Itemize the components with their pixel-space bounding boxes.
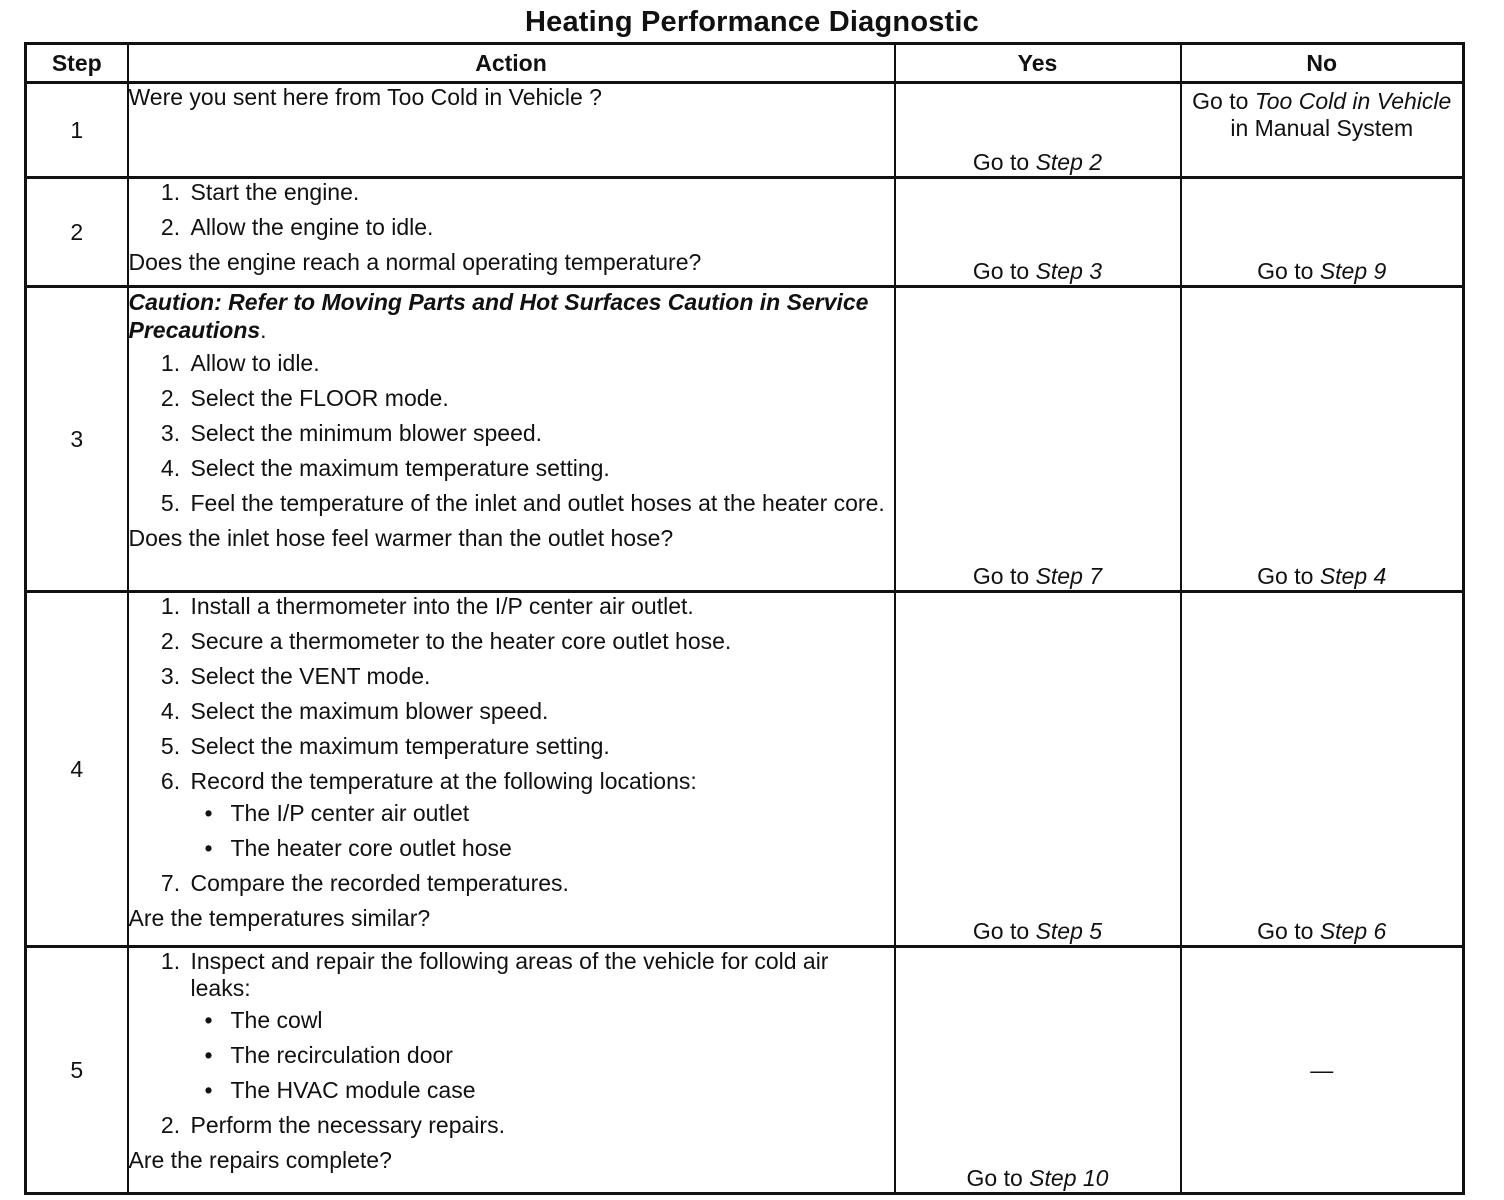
action-question: Are the repairs complete?: [128, 1147, 392, 1173]
no-prefix: Go to: [1257, 563, 1320, 589]
page-title: Heating Performance Diagnostic: [525, 6, 979, 38]
table-row-step-2: [26, 178, 1464, 287]
table-row-step-5: [26, 947, 1464, 1194]
list-item: [187, 948, 894, 1104]
table-row-step-4: [26, 592, 1464, 947]
no-prefix: Go to: [1257, 258, 1320, 284]
bullet-item: • The heater core outlet hose: [227, 835, 894, 862]
yes-prefix: Go to: [972, 149, 1036, 175]
yes-prefix: Go to: [972, 258, 1036, 284]
no-target-link: Step 6: [1319, 918, 1387, 944]
table-row-step-3: [26, 287, 1464, 592]
list-item: 3. Select the VENT mode.: [187, 663, 894, 690]
yes-target-link: Step 7: [1035, 563, 1103, 589]
list-item: 4. Select the maximum blower speed.: [187, 698, 894, 725]
no-prefix: Go to: [1192, 88, 1255, 114]
action-cell: [128, 592, 895, 947]
action-steps-list: [129, 350, 894, 517]
no-cell: [1181, 287, 1464, 592]
list-item: 3. Select the minimum blower speed.: [187, 420, 894, 447]
list-item-text: Inspect and repair the following areas of the vehicle for cold air leaks:: [190, 948, 829, 1001]
action-cell: [128, 947, 895, 1194]
no-target-link: Step 9: [1319, 258, 1387, 284]
list-item: 5. Feel the temperature of the inlet and outlet hoses at the heater core.: [187, 490, 894, 517]
yes-prefix: Go to: [966, 1165, 1030, 1191]
yes-cell: [895, 287, 1181, 592]
yes-target-link: Step 2: [1035, 149, 1103, 175]
action-cell: [128, 287, 895, 592]
bullet-item: • The HVAC module case: [227, 1077, 894, 1104]
sub-bullet-list: [191, 800, 894, 862]
yes-cell: [895, 592, 1181, 947]
header-step: Step: [26, 44, 128, 83]
action-cell: [128, 178, 895, 287]
step-number: 2: [26, 178, 128, 287]
yes-cell: [895, 83, 1181, 178]
list-item: 1. Start the engine.: [187, 179, 894, 206]
step-number: 3: [26, 287, 128, 592]
no-cell: [1181, 592, 1464, 947]
sub-bullet-list: [191, 1007, 894, 1104]
no-target-link: Too Cold in Vehicle: [1254, 88, 1452, 114]
caution-text: Caution: Refer to Moving Parts and Hot Surfaces Caution in Service Precautions: [128, 289, 869, 343]
step-number: 1: [26, 83, 128, 178]
yes-cell: [895, 947, 1181, 1194]
action-steps-list: [129, 179, 894, 241]
caution-note: [129, 288, 894, 344]
step-number: 4: [26, 592, 128, 947]
action-question: Does the inlet hose feel warmer than the outlet hose?: [128, 525, 674, 551]
table-row-step-1: [26, 83, 1464, 178]
list-item: 1. Allow to idle.: [187, 350, 894, 377]
action-question: Were you sent here from Too Cold in Vehicle ?: [128, 84, 602, 110]
bullet-item: • The cowl: [227, 1007, 894, 1034]
list-item: 2. Select the FLOOR mode.: [187, 385, 894, 412]
list-item-text: Record the temperature at the following locations:: [190, 768, 697, 794]
no-prefix: Go to: [1257, 918, 1320, 944]
step-number: 5: [26, 947, 128, 1194]
list-item: [187, 768, 894, 862]
table-header-row: [26, 44, 1464, 83]
no-cell: [1181, 947, 1464, 1194]
list-item: 2. Allow the engine to idle.: [187, 214, 894, 241]
caution-end: .: [260, 317, 267, 343]
list-item: 7. Compare the recorded temperatures.: [187, 870, 894, 897]
bullet-item: • The I/P center air outlet: [227, 800, 894, 827]
list-item: 2. Perform the necessary repairs.: [187, 1112, 894, 1139]
yes-target-link: Step 10: [1029, 1165, 1109, 1191]
no-target-link: Step 4: [1319, 563, 1387, 589]
action-question: Are the temperatures similar?: [128, 905, 431, 931]
list-item: 4. Select the maximum temperature setting.: [187, 455, 894, 482]
bullet-item: • The recirculation door: [227, 1042, 894, 1069]
header-no: No: [1181, 44, 1464, 83]
yes-prefix: Go to: [972, 918, 1036, 944]
yes-cell: [895, 178, 1181, 287]
yes-prefix: Go to: [972, 563, 1036, 589]
action-steps-list: [129, 593, 894, 897]
diagnostic-table: [24, 42, 1465, 1195]
yes-target-link: Step 3: [1035, 258, 1103, 284]
no-cell: [1181, 83, 1464, 178]
action-question: Does the engine reach a normal operating temperature?: [128, 249, 702, 275]
no-suffix: in Manual System: [1230, 115, 1414, 141]
list-item: 1. Install a thermometer into the I/P center air outlet.: [187, 593, 894, 620]
list-item: 5. Select the maximum temperature setting.: [187, 733, 894, 760]
yes-target-link: Step 5: [1035, 918, 1103, 944]
no-dash: —: [1310, 1057, 1334, 1083]
list-item: 2. Secure a thermometer to the heater core outlet hose.: [187, 628, 894, 655]
header-yes: Yes: [895, 44, 1181, 83]
action-cell: [128, 83, 895, 178]
header-action: Action: [128, 44, 895, 83]
no-cell: [1181, 178, 1464, 287]
action-steps-list: [129, 948, 894, 1139]
